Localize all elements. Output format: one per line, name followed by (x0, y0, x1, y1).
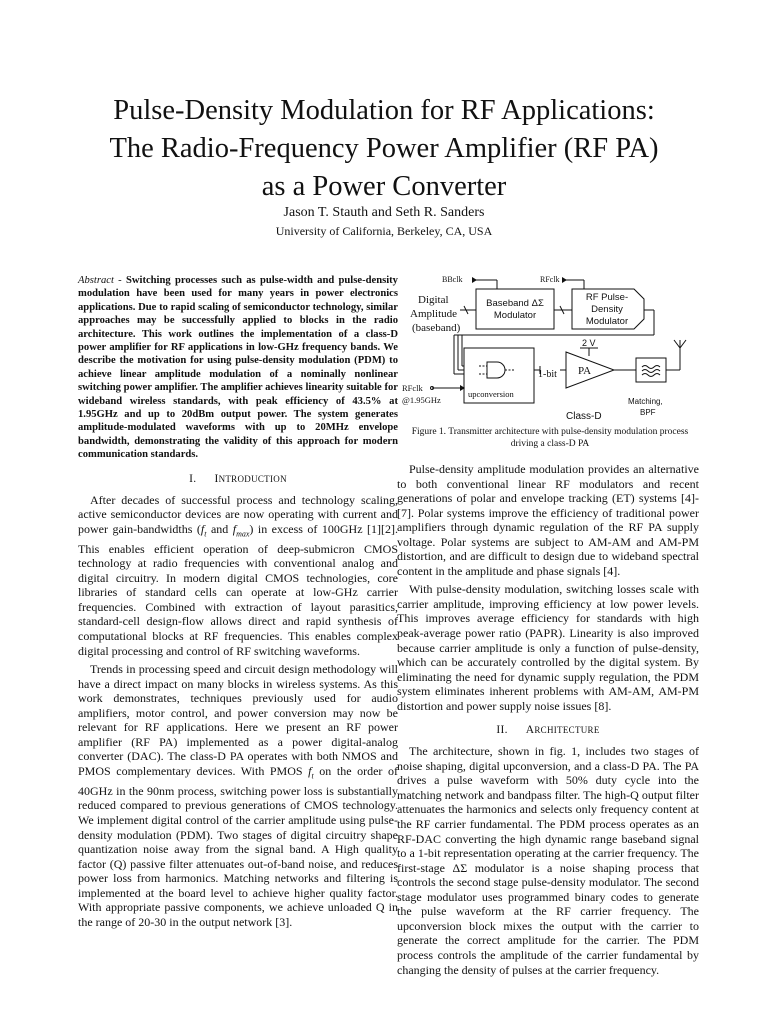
paper-title (40, 92, 728, 206)
section-number: II. (496, 724, 508, 737)
upconversion-label: upconversion (468, 389, 514, 399)
section-heading-architecture: II. ARCHITECTURE (496, 724, 600, 737)
supply-label: 2 V (582, 338, 596, 348)
title-line-1: Pulse-Density Modulation for RF Applications: (113, 95, 655, 126)
rf-pulse-label-1: RF Pulse- (585, 292, 629, 303)
baseband-modulator-label-1: Baseband ΔΣ (486, 298, 544, 309)
authors: Jason T. Stauth and Seth R. Sanders (283, 205, 485, 220)
digital-label: Digital (418, 294, 449, 306)
section-heading-introduction: I. INTRODUCTION (189, 472, 287, 485)
section-number: I. (189, 472, 197, 485)
matching-label: Matching, (628, 397, 663, 406)
architecture-paragraph: The architecture, shown in fig. 1, includes two stages of noise shaping, digital upconversion, and a class-D PA. The PA drives a pulse waveform with 50% duty cycle into the matching network and bandpass filter. The high-Q output filter attenuates the harmonics and selects only frequency content at the RF carrier fundamental. The PDM process operates as an RF-DAC converting the high dynamic range baseband signal to a 1-bit representation operating at the carrier frequency. The first-stage ΔΣ modulator is a noise shaping process that controls the second stage pulse-density modulator. The second stage modulator uses programmed binary codes to generate the pulse waveform at the RF carrier frequency. The upconversion block mixes the output with the carrier to generate the correct amplitude for the carrier. The PDM process controls the amplitude of the carrier fundamental by changing the density of pulses at the carrier frequency. (397, 744, 699, 977)
right-column (397, 462, 699, 977)
abstract (78, 274, 398, 462)
left-column (78, 274, 398, 929)
bbclk-label: BBclk (442, 275, 463, 284)
frequency-label: @1.95GHz (402, 395, 441, 405)
rfclk-left-label: RFclk (402, 383, 423, 393)
class-d-label: Class-D (566, 411, 602, 422)
title-line-3: as a Power Converter (261, 171, 507, 202)
right-paragraph-1: Pulse-density amplitude modulation provides an alternative to both conventional linear RF modulators and recent generations of polar and envelope tracking (ET) systems [4]-[7]. Polar systems improve the efficiency of traditional power amplifiers through dynamic regulation of the RF PA supply voltage. Polar systems are subject to AM-AM and AM-PM distortion, and are difficult to design due to wideband spectral content in the amplitude and phase signals [4]. (397, 462, 699, 578)
intro-paragraph-2: Trends in processing speed and circuit design methodology will have a direct impact on many blocks in wireless systems. As this work demonstrates, techniques previously used for audio amplifiers, motor control, and power conversion may now be relevant for RF applications. Here we present an RF power amplifier (RF PA) implemented as a power digital-analog converter (DAC). The class-D PA operates with both NMOS and PMOS complementary devices. With PMOS $f_t$ on the order of 40GHz in the 90nm process, switching power loss is substantially reduced compared to previous generations of CMOS technology. We implement digital control of the carrier amplitude using pulse-density modulation (PDM). Two stages of digital circuitry shape quantization noise away from the signal band. A High quality factor (Q) passive filter attenuates out-of-band noise, and reduces power loss from harmonics. Matching networks and filtering is implemented at the board level to achieve higher quality factor. With appropriate passive components, we achieve unloaded Q in the range of 20-30 in the output network [3]. (78, 662, 398, 929)
baseband-modulator-label-2: Modulator (493, 310, 537, 321)
bpf-label: BPF (640, 408, 656, 417)
abstract-text: Switching processes such as pulse-width and pulse-density modulation have been used for many years in power electronics applications. Due to rapid scaling of semiconductor technology, similar approaches may be successfully applied to blocks in the radio architecture. This work outlines the implementation of a class-D power amplifier for RF applications in low-GHz frequency bands. We describe the motivation for using pulse-density modulation (PDM) to achieve linear amplitude modulation of a nominally nonlinear switching power amplifier. The amplifier achieves linearity suitable for wideband wireless standards, with peak efficiency of 43.5% at 1.95GHz and up to 20dBm output power. The system generates amplitude-modulated waveforms with up to 20MHz envelope bandwidth, demonstrating the validity of this approach for modern communication standards. (78, 275, 398, 461)
title-line-2: The Radio-Frequency Power Amplifier (RF PA) (109, 133, 659, 164)
figure-1-diagram (402, 270, 702, 428)
figure-1-caption: Figure 1. Transmitter architecture with pulse-density modulation process driving a class-D PA (411, 427, 689, 449)
matching-bpf-box (636, 358, 666, 382)
pa-label: PA (578, 365, 592, 377)
baseband-modulator-box (476, 289, 554, 329)
affiliation: University of California, Berkeley, CA, USA (275, 224, 493, 238)
one-bit-label: 1-bit (538, 369, 557, 380)
rf-pulse-label-3: Modulator (585, 316, 629, 327)
abstract-lead: Abstract - (78, 275, 126, 286)
right-paragraph-2: With pulse-density modulation, switching losses scale with carrier amplitude, improving efficiency at low power levels. This improves average efficiency for standards with high peak-average power ratio (PAPR). Linearity is also improved because carrier amplitude is only a function of pulse-density, which can be accurately controlled by the digital system. By eliminating the need for dynamic supply regulation, the PDM system eliminates inherent problems with AM-AM, AM-PM distortion and power supply noise issues [8]. (397, 582, 699, 713)
baseband-label: (baseband) (412, 322, 461, 334)
amplitude-label: Amplitude (410, 308, 458, 320)
rfclk-top-label: RFclk (540, 275, 560, 284)
intro-paragraph-1: After decades of successful process and technology scaling, active semiconductor devices are now operating with current and power gain-bandwidths ($f_t$ and $f_{max}$) in excess of 100GHz [1][2]. This enables efficient operation of deep-submicron CMOS technology at radio frequencies with conventional analog and digital circuitry. In modern digital CMOS technologies, core libraries of standard cells can operate at low-GHz carrier frequencies. Combined with extraction of layout parasitics, standard-cell design-flow allows direct and rapid synthesis of computational blocks at RF frequencies. This enables complex digital processing and control of RF switching waveforms. (78, 492, 398, 658)
transmitter-architecture-svg (402, 270, 702, 428)
rf-pulse-label-2: Density (591, 304, 623, 315)
